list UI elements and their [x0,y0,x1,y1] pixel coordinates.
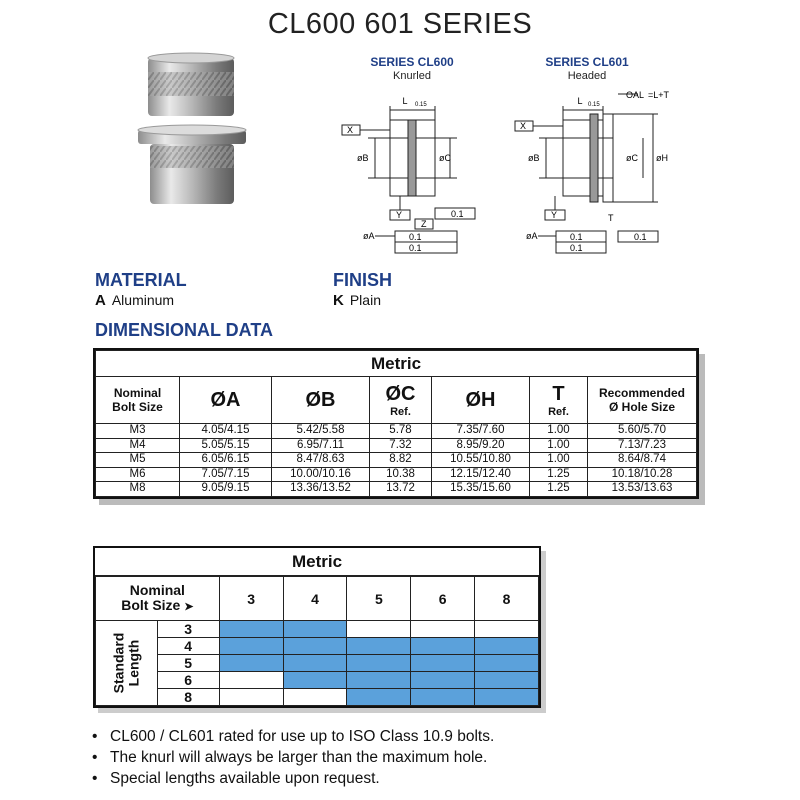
cl601-b-label: øB [528,153,540,163]
series-cl601-heading: SERIES CL601 [545,55,629,69]
cl601-c-label: øC [626,153,638,163]
available-cell [283,672,347,689]
cl601-y-datum: Y [551,210,558,220]
cl600-c-label: øC [439,153,451,163]
cl600-drawing [335,86,485,256]
length-nominal-line2: Bolt Size [121,596,181,613]
length-value: 5 [157,655,219,672]
table-cell: M3 [96,424,180,439]
table-cell: 13.72 [370,482,432,497]
table-cell: 1.00 [530,424,588,439]
note-text: Special lengths available upon request. [110,770,380,787]
table-cell: M6 [96,467,180,482]
table-cell: 8.95/9.20 [432,438,530,453]
available-cell [475,638,539,655]
dimensional-table [93,348,699,499]
cl600-a-label: øA [363,231,375,241]
cl601-fcf-perp: 0.1 [570,232,583,242]
available-cell [347,672,411,689]
table-cell: 12.15/12.40 [432,467,530,482]
cl601-fcf-par: 0.1 [634,232,647,242]
product-photos [130,48,260,218]
col-nominal-line2: Bolt Size [112,400,163,414]
col-c [370,377,432,424]
available-cell [283,638,347,655]
table-cell: 7.05/7.15 [180,467,272,482]
table-cell: 10.38 [370,467,432,482]
table-cell: M5 [96,453,180,468]
cl600-y-datum: Y [396,210,403,220]
table-row [96,482,697,497]
series-cl600-subtitle: Knurled [393,70,431,82]
available-cell [219,621,283,638]
table-cell: 10.55/10.80 [432,453,530,468]
finish-heading: FINISH [333,270,393,290]
bolt-size-6: 6 [411,577,475,621]
note-item: • The knurl will always be larger than the maximum hole. [92,749,488,766]
table-cell: M8 [96,482,180,497]
available-cell [411,638,475,655]
material-option [95,292,174,309]
unavailable-cell [219,689,283,706]
bolt-size-8: 8 [475,577,539,621]
table-cell: 9.05/9.15 [180,482,272,497]
note-item: • CL600 / CL601 rated for use up to ISO Class 10.9 bolts. [92,728,495,745]
length-value: 6 [157,672,219,689]
dimensional-table-caption: Metric [96,351,697,377]
table-cell: 7.35/7.60 [432,424,530,439]
cl601-a-label: øA [526,231,538,241]
length-row [96,638,539,655]
series-cl601-subtitle: Headed [567,70,607,82]
table-cell: 6.95/7.11 [272,438,370,453]
length-value: 8 [157,689,219,706]
col-hole-line1: Recommended [598,386,686,400]
cl600-fcf-pos: 0.1 [409,243,422,253]
cl601-drawing [508,86,683,256]
col-hole-line2: Ø Hole Size [608,400,676,414]
table-cell: 13.53/13.63 [588,482,697,497]
length-value: 4 [157,638,219,655]
table-cell: 5.05/5.15 [180,438,272,453]
table-cell: 10.18/10.28 [588,467,697,482]
length-table [93,546,541,708]
series-cl600-heading: SERIES CL600 [370,55,454,69]
notes-list [92,728,494,788]
note-text: The knurl will always be larger than the maximum hole. [110,749,488,766]
standard-length-label [96,621,158,706]
note-text: CL600 / CL601 rated for use up to ISO Class 10.9 bolts. [110,728,495,745]
col-hole [588,377,697,424]
length-row [96,621,539,638]
length-table-caption: Metric [95,548,539,576]
cl600-l-label: L [402,96,408,106]
table-row [96,467,697,482]
cl601-oal-eq: =L+T [648,90,670,100]
length-row [96,689,539,706]
note-item: • Special lengths available upon request. [92,770,380,787]
cl600-z-datum: Z [421,219,427,229]
cl601-h-label: øH [656,153,668,163]
col-a: ØA [180,377,272,424]
table-cell: 1.25 [530,467,588,482]
table-cell: 1.25 [530,482,588,497]
cl601-t-label: T [608,213,614,223]
table-cell: 6.05/6.15 [180,453,272,468]
table-cell: 5.60/5.70 [588,424,697,439]
table-cell: 8.47/8.63 [272,453,370,468]
material-label: Aluminum [111,292,175,308]
material-heading: MATERIAL [95,270,187,290]
col-t-label: T [552,382,565,405]
available-cell [411,689,475,706]
available-cell [219,638,283,655]
table-row [96,438,697,453]
cl601-l-label: L [577,96,583,106]
available-cell [411,655,475,672]
cl600-fcf-perp: 0.1 [409,232,422,242]
cl601-x-datum: X [520,121,527,131]
table-cell: M4 [96,438,180,453]
finish-label: Plain [349,292,381,308]
unavailable-cell [283,689,347,706]
material-code: A [95,292,106,309]
table-cell: 5.78 [370,424,432,439]
cl600-photo [148,53,234,116]
col-nominal-line1: Nominal [113,386,162,400]
table-cell: 7.13/7.23 [588,438,697,453]
finish-code: K [333,292,344,309]
available-cell [475,672,539,689]
available-cell [283,621,347,638]
cl600-l-tol: 0.15 [415,102,427,108]
bolt-size-4: 4 [283,577,347,621]
bolt-size-3: 3 [219,577,283,621]
side-label-line1: Standard [110,632,127,694]
table-cell: 4.05/4.15 [180,424,272,439]
cl600-b-label: øB [357,153,369,163]
finish-option [333,292,381,309]
dimensional-data-heading: DIMENSIONAL DATA [95,320,273,340]
available-cell [475,655,539,672]
available-cell [411,672,475,689]
col-t-ref: Ref. [548,405,569,418]
col-h: ØH [432,377,530,424]
table-cell: 13.36/13.52 [272,482,370,497]
cl601-photo [138,125,246,204]
length-nominal-header [96,577,220,621]
length-row [96,655,539,672]
unavailable-cell [347,621,411,638]
available-cell [219,655,283,672]
cl600-fcf-par: 0.1 [451,209,464,219]
arrow-icon: ➤ [184,600,194,613]
unavailable-cell [219,672,283,689]
side-label-line2: Length [125,639,142,687]
available-cell [347,689,411,706]
cl601-oal-label: OAL [626,90,645,100]
length-nominal-line1: Nominal [129,581,185,598]
length-value: 3 [157,621,219,638]
col-c-ref: Ref. [390,405,411,418]
table-cell: 1.00 [530,438,588,453]
table-cell: 10.00/10.16 [272,467,370,482]
page-title: CL600 601 SERIES [267,8,533,40]
cl601-fcf-pos: 0.1 [570,243,583,253]
available-cell [475,689,539,706]
table-cell: 5.42/5.58 [272,424,370,439]
length-row [96,672,539,689]
col-b: ØB [272,377,370,424]
bolt-size-5: 5 [347,577,411,621]
available-cell [347,638,411,655]
col-nominal [96,377,180,424]
unavailable-cell [411,621,475,638]
available-cell [347,655,411,672]
cl600-x-datum: X [347,125,354,135]
table-cell: 7.32 [370,438,432,453]
col-t [530,377,588,424]
cl601-l-tol: 0.15 [588,102,600,108]
unavailable-cell [475,621,539,638]
col-c-label: ØC [385,382,416,405]
table-cell: 8.82 [370,453,432,468]
table-cell: 15.35/15.60 [432,482,530,497]
available-cell [283,655,347,672]
table-row [96,453,697,468]
table-cell: 1.00 [530,453,588,468]
table-cell: 8.64/8.74 [588,453,697,468]
table-row [96,424,697,439]
